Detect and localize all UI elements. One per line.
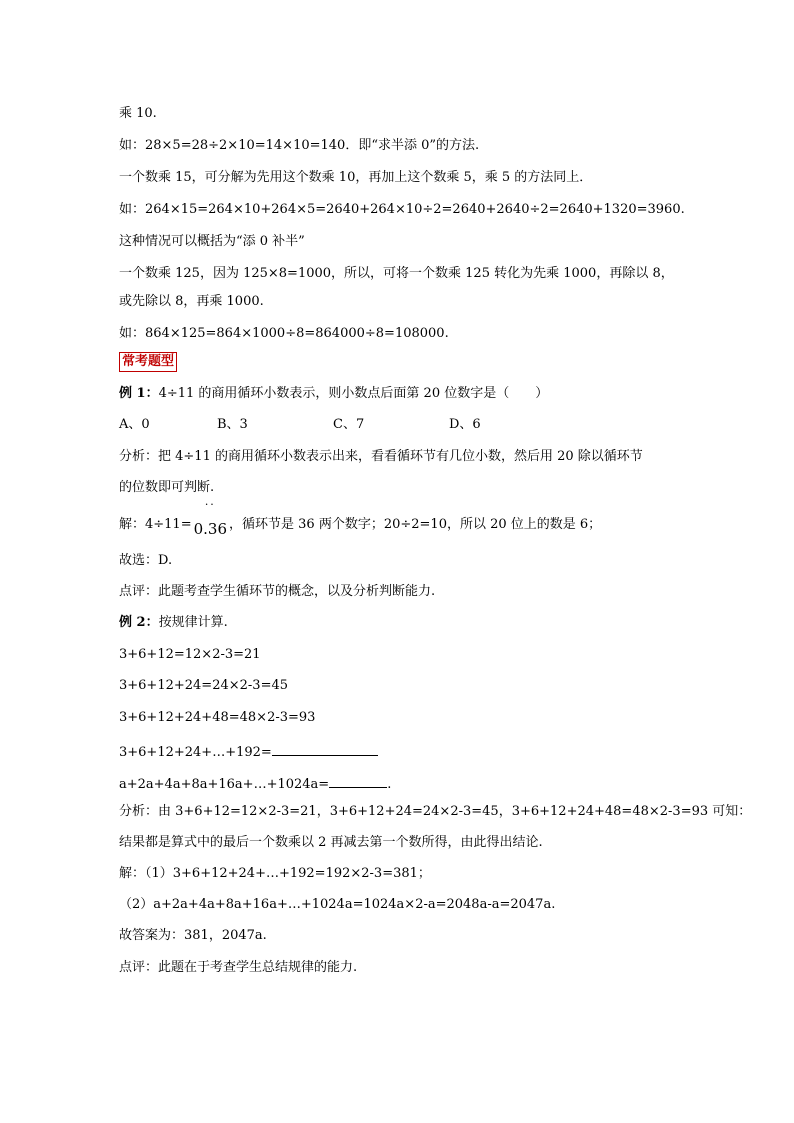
section-badge: 常考题型	[119, 352, 177, 372]
solution-suffix: ，循环节是 36 两个数字；20÷2=10，所以 20 位上的数是 6；	[229, 517, 602, 532]
example-2-question	[119, 615, 228, 631]
equation-line: 3+6+12+24=24×2-3=45	[119, 678, 288, 693]
answer-text: 故答案为：381，2047a.	[119, 928, 267, 943]
option-a: A、0	[119, 417, 150, 432]
comment-text: 点评：此题在于考查学生总结规律的能力.	[119, 960, 358, 975]
solution-line: （2）a+2a+4a+8a+16a+…+1024a=1024a×2-a=2048a-a=2047a.	[119, 897, 556, 912]
text-line: 乘 10.	[119, 106, 157, 121]
analysis-text: 分析：由 3+6+12=12×2-3=21，3+6+12+24=24×2-3=45，3+6+12+24+48=48×2-3=93 可知：	[119, 804, 752, 819]
example-label: 例 2：	[119, 615, 159, 630]
equation-line: 3+6+12+24+48=48×2-3=93	[119, 710, 316, 725]
question-text: 按规律计算.	[158, 615, 228, 630]
comment-text: 点评：此题考查学生循环节的概念，以及分析判断能力.	[119, 584, 436, 599]
equation-text: a+2a+4a+8a+16a+…+1024a=	[119, 777, 330, 792]
repeating-dots: ··	[204, 498, 216, 511]
text-line: 一个数乘 15，可分解为先用这个数乘 10，再加上这个数乘 5，乘 5 的方法同上．	[119, 170, 593, 185]
analysis-text: 的位数即可判断.	[119, 480, 215, 495]
text-line: 如：28×5=28÷2×10=14×10=140．即“求半添 0”的方法.	[119, 138, 480, 153]
repeating-decimal	[193, 498, 228, 538]
equation-line: 3+6+12=12×2-3=21	[119, 647, 261, 662]
equation-end: .	[387, 777, 392, 792]
example-1-question	[119, 386, 548, 402]
example-label: 例 1：	[119, 386, 159, 401]
solution-line	[119, 498, 602, 538]
text-line: 如：264×15=264×10+264×5=2640+264×10÷2=2640+2640÷2=2640+1320=3960.	[119, 202, 685, 217]
answer-blank	[272, 741, 378, 756]
text-line: 这种情况可以概括为“添 0 补半”	[119, 234, 305, 249]
text-line: 如：864×125=864×1000÷8=864000÷8=108000.	[119, 326, 449, 341]
analysis-text: 结果都是算式中的最后一个数乘以 2 再减去第一个数所得，由此得出结论.	[119, 835, 543, 850]
equation-line	[119, 773, 391, 793]
solution-prefix: 解：4÷11=	[119, 517, 192, 532]
equation-line	[119, 741, 378, 761]
question-text: 4÷11 的商用循环小数表示，则小数点后面第 20 位数字是（ ）	[158, 386, 549, 401]
text-line: 或先除以 8，再乘 1000.	[119, 294, 264, 309]
analysis-text: 分析：把 4÷11 的商用循环小数表示出来，看看循环节有几位小数，然后用 20 除以循环节	[119, 449, 643, 464]
option-d: D、6	[449, 417, 481, 432]
text-line: 一个数乘 125，因为 125×8=1000，所以，可将一个数乘 125 转化为先乘 1000，再除以 8，	[119, 266, 674, 281]
option-b: B、3	[217, 417, 248, 432]
answer-blank	[329, 773, 387, 788]
repeating-digits: 0.36	[193, 520, 228, 538]
option-c: C、7	[333, 417, 365, 432]
equation-text: 3+6+12+24+…+192=	[119, 745, 272, 760]
solution-line: 解：（1）3+6+12+24+…+192=192×2-3=381；	[119, 866, 431, 881]
answer-text: 故选：D.	[119, 553, 173, 568]
